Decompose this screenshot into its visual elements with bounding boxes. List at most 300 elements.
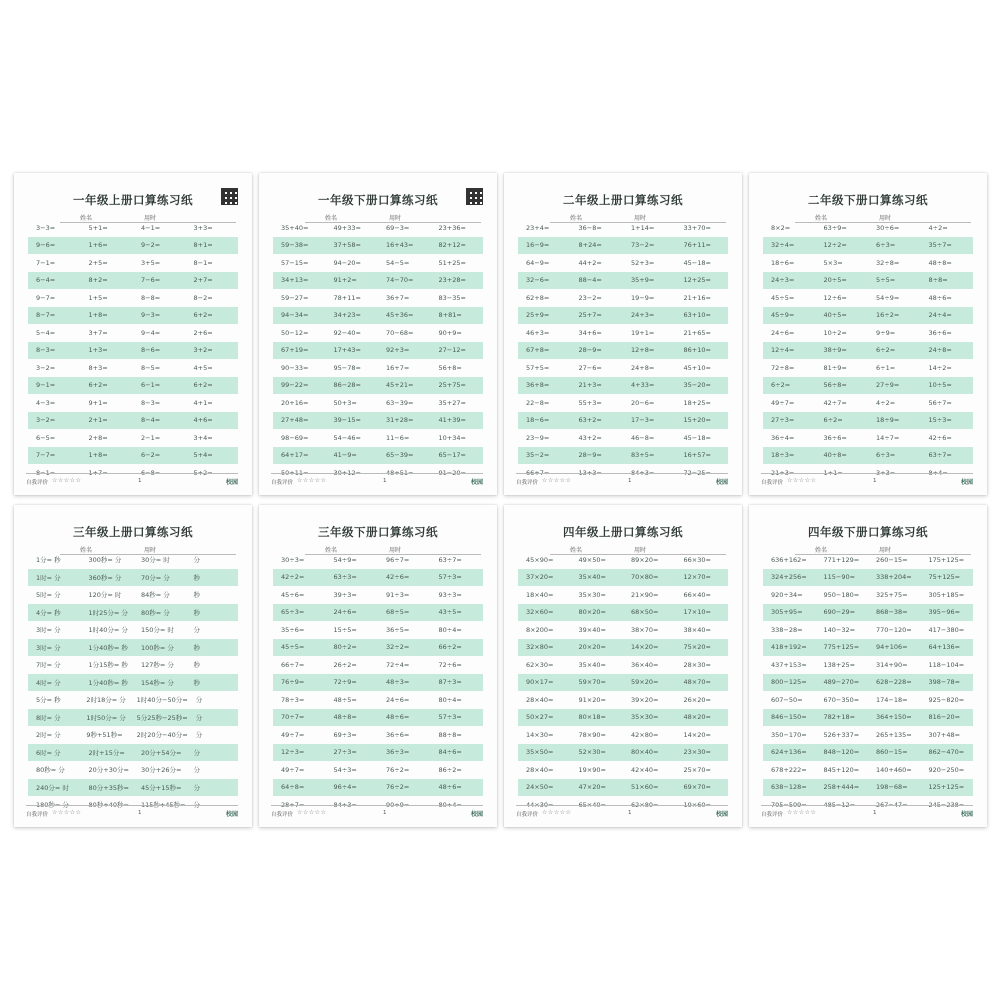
worksheet-footer (271, 473, 483, 487)
problem-cell: 分 (193, 766, 200, 775)
problem-cell: 28×40= (526, 695, 554, 704)
problem-cell: 48÷6= (438, 783, 462, 792)
problem-cell: 57+5= (526, 363, 550, 372)
problem-row (518, 691, 728, 709)
problem-cell: 9−6= (36, 241, 56, 250)
worksheet-footer (516, 805, 728, 819)
problem-cell: 27÷3= (771, 416, 795, 425)
problem-cell: 36÷6= (386, 730, 410, 739)
star-rating-icon: ☆☆☆☆☆ (542, 809, 572, 816)
problem-cell: 12÷4= (771, 346, 795, 355)
problem-cell: 27−12= (438, 346, 466, 355)
problem-cell: 3时= 分 (36, 643, 61, 652)
problem-cell: 3−3= (36, 223, 56, 232)
problem-row (518, 272, 728, 290)
problem-row (28, 691, 238, 709)
problem-cell: 39÷3= (333, 590, 357, 599)
problem-cell: 37×20= (526, 573, 554, 582)
problem-cell: 638−128= (771, 783, 807, 792)
problem-cell: 35+9= (631, 276, 655, 285)
problem-cell: 88−4= (578, 276, 602, 285)
problem-cell: 62×30= (526, 660, 554, 669)
problem-row (28, 219, 238, 237)
problem-cell: 14×20= (683, 730, 711, 739)
problem-cell: 48×70= (683, 678, 711, 687)
problem-cell: 35÷6= (281, 625, 305, 634)
problem-cell: 86÷2= (438, 765, 462, 774)
problem-cell: 秒 (193, 678, 200, 687)
problem-cell: 1+5= (88, 293, 108, 302)
problem-row (273, 551, 483, 569)
problem-cell: 62×80= (631, 800, 659, 809)
self-evaluation-label: 自我评价 (271, 812, 294, 818)
problem-cell: 324+256= (771, 573, 807, 582)
problem-row (28, 377, 238, 395)
problem-cell: 4+5= (193, 363, 213, 372)
problem-row (518, 237, 728, 255)
problem-row (273, 429, 483, 447)
problem-cell: 24+3= (631, 311, 655, 320)
problem-cell: 72÷4= (386, 660, 410, 669)
problem-cell: 800−125= (771, 678, 807, 687)
problem-row (763, 569, 973, 587)
problem-cell: 115秒+45秒= (140, 801, 186, 810)
problem-cell: 4÷2= (876, 398, 896, 407)
name-label: 姓名 (325, 547, 338, 554)
problem-cell: 分 (195, 713, 203, 722)
problem-cell: 42÷6= (928, 433, 952, 442)
time-label: 用时 (634, 215, 647, 222)
problem-cell: 17×10= (683, 608, 711, 617)
worksheet-title: 三年级上册口算练习纸 (73, 525, 193, 539)
problem-row (28, 272, 238, 290)
problem-cell: 55+3= (578, 398, 602, 407)
problem-grid (763, 219, 973, 482)
problem-cell: 16−9= (526, 241, 550, 250)
problem-cell: 868−38= (876, 608, 908, 617)
problem-cell: 437+153= (771, 660, 807, 669)
problem-cell: 32÷8= (876, 258, 900, 267)
problem-cell: 771+129= (823, 555, 860, 564)
problem-row (28, 254, 238, 272)
problem-cell: 267−47= (876, 800, 908, 809)
problem-cell: 80÷4= (438, 695, 462, 704)
problem-cell: 5+4= (193, 451, 213, 460)
problem-cell: 82+12= (438, 241, 466, 250)
problem-cell: 43÷5= (438, 608, 462, 617)
problem-row (518, 412, 728, 430)
problem-row (28, 779, 238, 797)
worksheet-title: 一年级下册口算练习纸 (318, 193, 438, 207)
problem-row (273, 761, 483, 779)
problem-cell: 8−8= (141, 293, 161, 302)
problem-row (273, 569, 483, 587)
problem-cell: 20+16= (281, 398, 309, 407)
problem-cell: 35×30= (631, 713, 659, 722)
problem-cell: 70分= 分 (141, 573, 170, 582)
problem-row (518, 324, 728, 342)
problem-cell: 49÷7= (281, 765, 305, 774)
problem-row (763, 377, 973, 395)
problem-row (763, 359, 973, 377)
problem-cell: 7−7= (36, 451, 56, 460)
problem-cell: 16÷2= (876, 311, 900, 320)
problem-cell: 38×40= (683, 625, 711, 634)
problem-cell: 35−2= (526, 451, 550, 460)
problem-cell: 69÷3= (333, 730, 357, 739)
problem-cell: 115−90= (823, 573, 856, 582)
problem-cell: 6+2= (193, 381, 213, 390)
worksheet-page (259, 505, 497, 827)
time-label: 用时 (389, 547, 402, 554)
problem-cell: 32÷4= (771, 241, 795, 250)
problem-cell: 24÷6= (771, 328, 795, 337)
problem-cell: 18×40= (526, 590, 554, 599)
problem-row (28, 551, 238, 569)
problem-cell: 705−509= (771, 800, 807, 809)
problem-cell: 70−68= (386, 328, 414, 337)
problem-cell: 51+25= (438, 258, 466, 267)
problem-cell: 23+4= (526, 223, 550, 232)
problem-cell: 6+2= (88, 381, 108, 390)
problem-cell: 489−270= (823, 678, 860, 687)
star-rating-icon: ☆☆☆☆☆ (297, 477, 327, 484)
problem-cell: 59×70= (578, 678, 606, 687)
problem-row (28, 359, 238, 377)
problem-cell: 84÷6= (438, 748, 462, 757)
problem-cell: 67+8= (526, 346, 550, 355)
brand-logo: 校园 (225, 479, 238, 486)
problem-row (28, 569, 238, 587)
problem-cell: 91+2= (333, 276, 357, 285)
time-label: 用时 (389, 215, 402, 222)
worksheet-page (504, 505, 742, 827)
problem-cell: 21+3= (578, 381, 602, 390)
problem-cell: 314+90= (876, 660, 908, 669)
problem-cell: 50−12= (281, 328, 309, 337)
problem-cell: 2时20分−40分= (136, 731, 188, 740)
problem-cell: 6+2= (193, 311, 213, 320)
problem-cell: 1时= 分 (36, 573, 61, 582)
problem-cell: 84秒= 分 (141, 591, 170, 600)
problem-cell: 6−5= (36, 433, 56, 442)
problem-cell: 12×70= (683, 573, 711, 582)
time-label: 用时 (634, 547, 647, 554)
problem-row (518, 674, 728, 692)
problem-cell: 2+5= (88, 258, 108, 267)
problem-row (273, 237, 483, 255)
problem-cell: 860−15= (876, 748, 908, 757)
problem-cell: 42×40= (631, 765, 659, 774)
problem-cell: 9−4= (141, 328, 161, 337)
problem-cell: 36−8= (578, 223, 602, 232)
problem-cell: 80分+35秒= (88, 783, 129, 792)
problem-row (28, 761, 238, 779)
problem-cell: 80秒= 分 (141, 608, 170, 617)
problem-cell: 42÷7= (823, 398, 847, 407)
brand-logo: 校园 (960, 479, 973, 486)
problem-row (273, 219, 483, 237)
problem-cell: 6÷3= (876, 241, 896, 250)
problem-cell: 5时= 分 (36, 591, 61, 600)
problem-cell: 41+39= (438, 416, 466, 425)
problem-cell: 360秒= 分 (88, 573, 122, 582)
problem-cell: 8+81= (438, 311, 462, 320)
problem-cell: 99−22= (281, 381, 309, 390)
problem-cell: 118−104= (928, 660, 965, 669)
problem-cell: 20×20= (578, 643, 606, 652)
problem-cell: 4−1= (141, 223, 161, 232)
problem-cell: 2+1= (88, 416, 108, 425)
problem-cell: 89×20= (631, 555, 659, 564)
problem-cell: 26×20= (683, 695, 711, 704)
page-number: 1 (873, 810, 877, 816)
problem-cell: 5−4= (36, 328, 56, 337)
problem-cell: 67+19= (281, 346, 309, 355)
problem-cell: 245−238= (928, 800, 965, 809)
problem-cell: 28−9= (578, 451, 602, 460)
problem-cell: 325+75= (876, 590, 908, 599)
problem-cell: 920÷34= (771, 590, 803, 599)
problem-cell: 198−68= (876, 783, 908, 792)
problem-cell: 66×30= (683, 555, 711, 564)
problem-cell: 2+6= (193, 328, 213, 337)
time-label: 用时 (879, 215, 892, 222)
problem-row (763, 726, 973, 744)
problem-cell: 74−70= (386, 276, 414, 285)
problem-cell: 8×2= (771, 223, 791, 232)
problem-cell: 秒 (193, 608, 200, 617)
problem-cell: 816−20= (928, 713, 961, 722)
problem-row (273, 342, 483, 360)
problem-row (763, 342, 973, 360)
problem-row (28, 289, 238, 307)
problem-cell: 49÷7= (771, 398, 795, 407)
star-rating-icon: ☆☆☆☆☆ (52, 477, 82, 484)
problem-row (273, 709, 483, 727)
problem-cell: 65−17= (438, 451, 466, 460)
problem-cell: 87÷3= (438, 678, 462, 687)
problem-cell: 19+1= (631, 328, 655, 337)
problem-cell: 64+136= (928, 643, 961, 652)
problem-cell: 63÷7= (438, 555, 462, 564)
problem-row (273, 726, 483, 744)
problem-cell: 30+12= (333, 468, 361, 477)
brand-logo: 校园 (960, 811, 973, 818)
problem-cell: 41−9= (333, 451, 357, 460)
problem-cell: 70÷7= (281, 713, 305, 722)
problem-cell: 32−6= (526, 276, 550, 285)
problem-cell: 3÷3= (876, 468, 896, 477)
problem-cell: 36÷6= (928, 328, 952, 337)
problem-cell: 36÷3= (386, 748, 410, 757)
problem-row (763, 691, 973, 709)
problem-row (28, 412, 238, 430)
problem-cell: 49+33= (333, 223, 361, 232)
problem-cell: 66÷7= (281, 660, 305, 669)
star-rating-icon: ☆☆☆☆☆ (297, 809, 327, 816)
problem-row (273, 254, 483, 272)
problem-grid (763, 551, 973, 814)
problem-cell: 27+48= (281, 416, 309, 425)
problem-cell: 6÷2= (876, 346, 896, 355)
problem-cell: 338+204= (876, 573, 912, 582)
problem-row (28, 429, 238, 447)
problem-cell: 63−39= (386, 398, 414, 407)
problem-row (518, 586, 728, 604)
problem-cell: 45−18= (683, 433, 711, 442)
problem-cell: 34+13= (281, 276, 309, 285)
problem-cell: 46−8= (631, 433, 655, 442)
problem-row (273, 307, 483, 325)
problem-cell: 80÷2= (333, 643, 357, 652)
problem-cell: 66+7= (526, 468, 550, 477)
problem-row (28, 709, 238, 727)
worksheet-title: 四年级下册口算练习纸 (808, 525, 928, 539)
problem-row (518, 289, 728, 307)
star-rating-icon: ☆☆☆☆☆ (542, 477, 572, 484)
problem-row (518, 254, 728, 272)
problem-cell: 1时40分= 分 (88, 626, 128, 635)
problem-cell: 45÷5= (281, 643, 305, 652)
worksheet-footer (516, 473, 728, 487)
problem-cell: 98−69= (281, 433, 309, 442)
problem-cell: 22−8= (526, 398, 550, 407)
problem-cell: 36÷6= (823, 433, 847, 442)
problem-cell: 27÷3= (333, 748, 357, 757)
problem-cell: 45−18= (683, 258, 711, 267)
problem-cell: 秒 (193, 591, 200, 600)
problem-cell: 11−6= (386, 433, 410, 442)
page-number: 1 (383, 478, 387, 484)
problem-cell: 9+1= (88, 398, 108, 407)
problem-cell: 54÷9= (333, 555, 357, 564)
problem-cell: 1分40秒= 秒 (88, 643, 128, 652)
problem-cell: 9−7= (36, 293, 56, 302)
problem-cell: 分 (193, 801, 201, 810)
problem-cell: 63÷3= (333, 573, 357, 582)
problem-row (273, 621, 483, 639)
problem-cell: 80÷4= (438, 800, 462, 809)
problem-cell: 18÷3= (771, 451, 795, 460)
problem-cell: 305+95= (771, 608, 803, 617)
problem-cell: 72−25= (683, 468, 711, 477)
problem-cell: 17+43= (333, 346, 361, 355)
worksheet-page (14, 173, 252, 495)
problem-row (273, 359, 483, 377)
problem-cell: 69−3= (386, 223, 410, 232)
problem-cell: 5×3= (823, 258, 843, 267)
problem-row (763, 254, 973, 272)
problem-cell: 8−2= (193, 293, 213, 302)
problem-cell: 59−27= (281, 293, 309, 302)
problem-cell: 690−29= (823, 608, 856, 617)
problem-cell: 8−3= (141, 398, 161, 407)
problem-cell: 6−2= (141, 451, 161, 460)
problem-cell: 350−170= (771, 730, 807, 739)
problem-cell: 分 (195, 696, 203, 705)
problem-cell: 37+58= (333, 241, 361, 250)
problem-cell: 16+57= (683, 451, 711, 460)
problem-row (763, 307, 973, 325)
problem-cell: 26÷2= (333, 660, 357, 669)
problem-cell: 4−3= (36, 398, 56, 407)
problem-cell: 68÷5= (386, 608, 410, 617)
problem-cell: 分 (193, 783, 200, 792)
problem-cell: 91÷3= (386, 590, 410, 599)
problem-row (518, 639, 728, 657)
problem-cell: 92−40= (333, 328, 361, 337)
problem-grid (518, 219, 728, 482)
problem-row (273, 324, 483, 342)
problem-cell: 63+10= (683, 311, 711, 320)
problem-cell: 845+120= (823, 765, 860, 774)
problem-cell: 62+8= (526, 293, 550, 302)
problem-cell: 50×27= (526, 713, 554, 722)
page-number: 1 (383, 810, 387, 816)
problem-cell: 8+2= (88, 276, 108, 285)
problem-row (763, 237, 973, 255)
problem-cell: 54÷3= (333, 765, 357, 774)
problem-cell: 52+3= (631, 258, 655, 267)
star-rating-icon: ☆☆☆☆☆ (52, 809, 82, 816)
problem-cell: 8−1= (36, 468, 56, 477)
problem-cell: 8−4= (141, 416, 161, 425)
problem-cell: 10÷2= (823, 328, 847, 337)
problem-cell: 25+7= (578, 311, 602, 320)
problem-cell: 138+25= (823, 660, 856, 669)
problem-cell: 3+2= (193, 346, 213, 355)
problem-cell: 4分= 秒 (36, 608, 61, 617)
problem-cell: 305+185= (928, 590, 965, 599)
problem-cell: 90×17= (526, 678, 554, 687)
problem-row (763, 551, 973, 569)
problem-cell: 48÷8= (928, 258, 952, 267)
problem-cell: 45+21= (386, 381, 414, 390)
problem-cell: 45分+15秒= (141, 783, 182, 792)
problem-cell: 12÷3= (281, 748, 305, 757)
problem-cell: 14×30= (526, 730, 554, 739)
problem-cell: 7−6= (141, 276, 161, 285)
problem-cell: 846−150= (771, 713, 807, 722)
problem-cell: 4时= 分 (36, 678, 61, 687)
problem-cell: 8−6= (141, 346, 161, 355)
problem-cell: 35+27= (438, 398, 466, 407)
problem-cell: 1时40分−50分= (136, 696, 188, 705)
page-number: 1 (138, 810, 142, 816)
problem-cell: 94+106= (876, 643, 908, 652)
problem-cell: 4÷2= (928, 223, 948, 232)
problem-cell: 6÷2= (823, 416, 843, 425)
problem-cell: 27−6= (578, 363, 602, 372)
problem-cell: 24×50= (526, 783, 554, 792)
name-label: 姓名 (570, 215, 583, 222)
problem-cell: 1+8= (88, 311, 108, 320)
problem-cell: 21+16= (683, 293, 711, 302)
worksheet-title: 四年级上册口算练习纸 (563, 525, 683, 539)
problem-cell: 125+125= (928, 783, 965, 792)
problem-cell: 6时= 分 (36, 748, 61, 757)
problem-cell: 10+34= (438, 433, 466, 442)
problem-cell: 120分= 时 (88, 591, 122, 600)
problem-cell: 485−12= (823, 800, 856, 809)
problem-cell: 84÷3= (333, 800, 357, 809)
problem-cell: 2时18分= 分 (86, 696, 126, 705)
problem-cell: 25×70= (683, 765, 711, 774)
problem-cell: 8÷4= (928, 468, 948, 477)
problem-cell: 6÷3= (876, 451, 896, 460)
problem-cell: 96÷7= (386, 555, 410, 564)
